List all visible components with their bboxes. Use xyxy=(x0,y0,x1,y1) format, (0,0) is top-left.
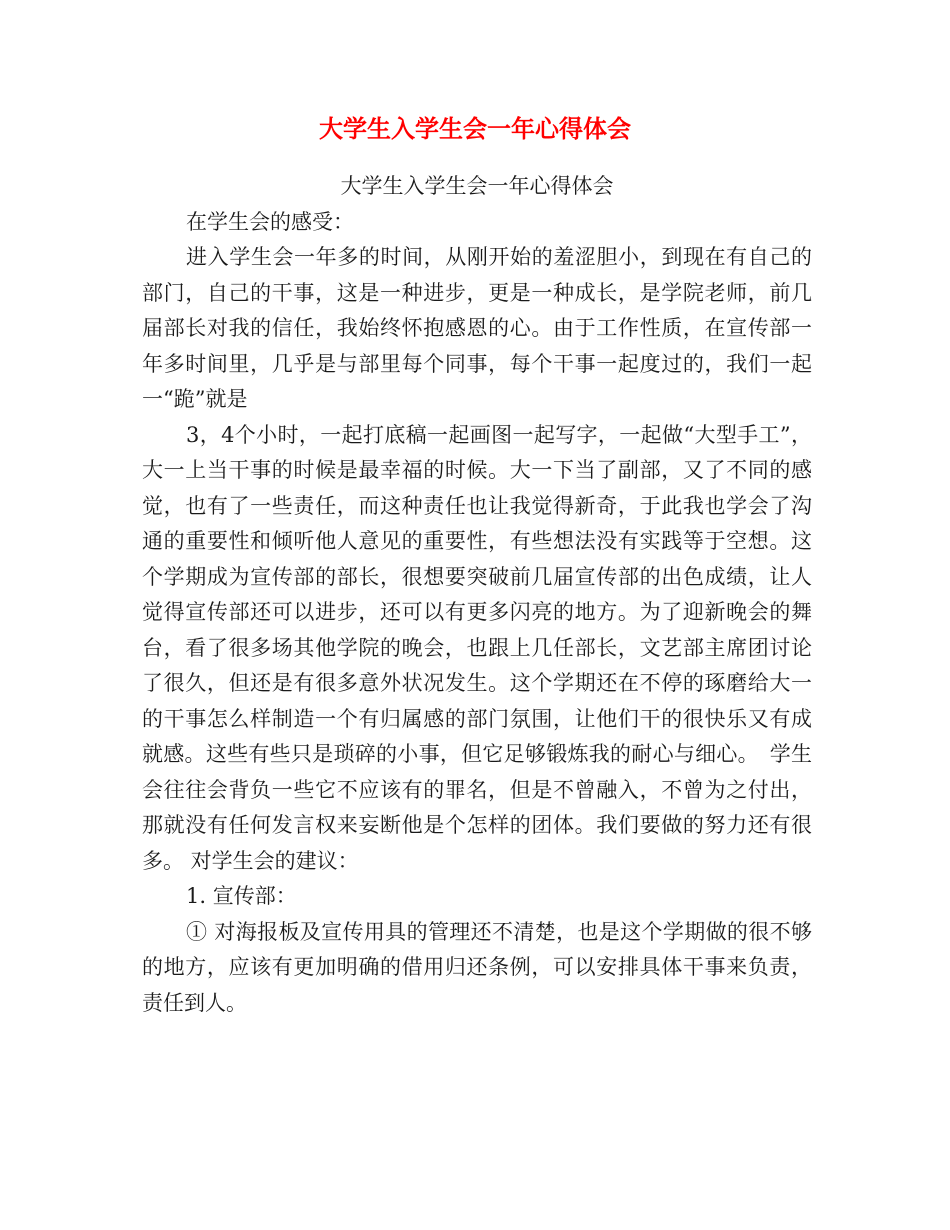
paragraph-intro: 进入学生会一年多的时间，从刚开始的羞涩胆小，到现在有自己的部门，自己的干事，这是一种进步，更是一种成长，是学院老师，前几届部长对我的信任，我始终怀抱感恩的心。由于工作性质，在宣传部一年多时间里，几乎是与部里每个同事，每个干事一起度过的，我们一起一“跪”就是 xyxy=(142,245,812,411)
paragraph-main: 3，4个小时，一起打底稿一起画图一起写字，一起做“大型手工”，大一上当干事的时候是最幸福的时候。大一下当了副部，又了不同的感觉，也有了一些责任，而这种责任也让我觉得新奇，于此我也学会了沟通的重要性和倾听他人意见的重要性，有些想法没有实践等于空想。这个学期成为宣传部的部长，很想要突破前几届宣传部的出色成绩，让人觉得宣传部还可以进步，还可以有更多闪亮的地方。为了迎新晚会的舞台，看了很多场其他学院的晚会，也跟上几任部长，文艺部主席团讨论了很久，但还是有很多意外状况发生。这个学期还在不停的琢磨给大一的干事怎么样制造一个有归属感的部门氛围，让他们干的很快乐又有成就感。这些有些只是琐碎的小事，但它足够锻炼我的耐心与细心。 学生会往往会背负一些它不应该有的罪名，但是不曾融入，不曾为之付出，那就没有任何发言权来妄断他是个怎样的团体。我们要做的努力还有很多。 对学生会的建议： xyxy=(142,422,812,873)
list-item-suggestion-1: ① 对海报板及宣传用具的管理还不清楚，也是这个学期做的很不够的地方，应该有更加明确的借用归还条例，可以安排具体干事来负责，责任到人。 xyxy=(142,919,812,1015)
document-title: 大学生入学生会一年心得体会 xyxy=(319,115,631,143)
document-body xyxy=(142,169,812,1021)
document-subtitle: 大学生入学生会一年心得体会 xyxy=(340,174,614,198)
paragraph-feelings-heading: 在学生会的感受： xyxy=(186,209,354,234)
list-heading-publicity: 1. 宣传部： xyxy=(186,884,297,908)
